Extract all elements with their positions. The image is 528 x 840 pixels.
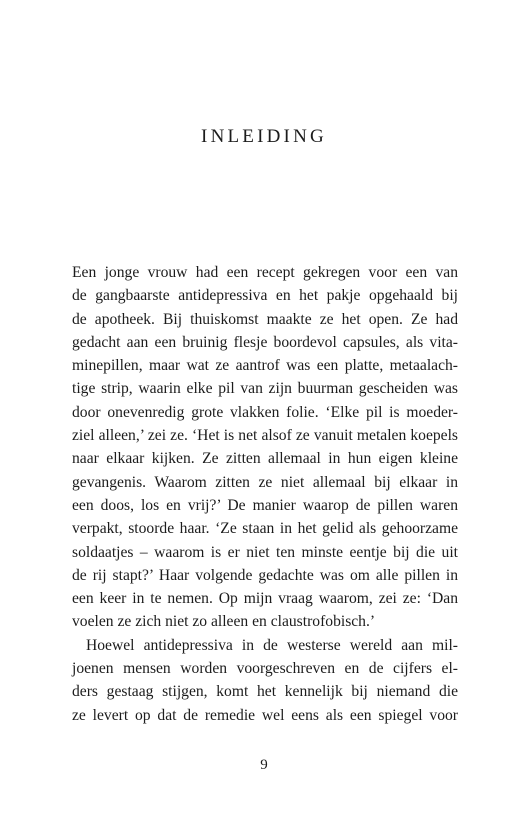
text-line: een keer in te nemen. Op mijn vraag waarom, zei ze: ‘Dan [72, 590, 458, 608]
paragraph-1 [72, 261, 458, 634]
text-line: tige strip, waarin elke pil van zijn buurman gescheiden was [72, 380, 458, 398]
text-line: door onevenredig grote vlakken folie. ‘Elke pil is moeder- [72, 403, 458, 421]
text-line: minepillen, maar wat ze aantrof was een platte, metaalach- [72, 357, 458, 375]
text-line: Een jonge vrouw had een recept gekregen voor een van [72, 264, 458, 281]
text-line: de rij stapt?’ Haar volgende gedachte was om alle pillen in [72, 566, 458, 584]
text-line: een doos, los en vrij?’ De manier waarop de pillen waren [72, 496, 458, 514]
text-line: voelen ze zich niet zo alleen en claustrofobisch.’ [72, 613, 376, 631]
page-number: 9 [260, 757, 268, 773]
text-line: Hoewel antidepressiva in de westerse wereld aan mil- [86, 636, 458, 654]
text-line: de apotheek. Bij thuiskomst maakte ze het open. Ze had [72, 310, 458, 328]
paragraph-2 [72, 634, 458, 727]
text-line: ziel alleen,’ zei ze. ‘Het is net alsof ze vanuit metalen koepels [72, 427, 458, 445]
text-line: ders gestaag stijgen, komt het kennelijk bij niemand die [72, 683, 458, 701]
text-line: de gangbaarste antidepressiva en het pakje opgehaald bij [72, 287, 458, 305]
text-line: joenen mensen worden voorgeschreven en de cijfers el- [72, 660, 458, 678]
text-line: soldaatjes – waarom is er niet ten minste eentje bij die uit [72, 543, 458, 561]
text-line: naar elkaar kijken. Ze zitten allemaal in hun eigen kleine [72, 450, 458, 468]
body-text [72, 261, 458, 727]
text-line: gevangenis. Waarom zitten ze niet allemaal bij elkaar in [72, 473, 458, 491]
text-line: gedacht aan een bruinig flesje boordevol capsules, als vita- [72, 333, 458, 351]
chapter-title: INLEIDING [201, 126, 327, 147]
text-line: verpakt, stoorde haar. ‘Ze staan in het gelid als gehoorzame [72, 520, 458, 538]
text-line: ze levert op dat de remedie wel eens als een spiegel voor [72, 706, 458, 724]
